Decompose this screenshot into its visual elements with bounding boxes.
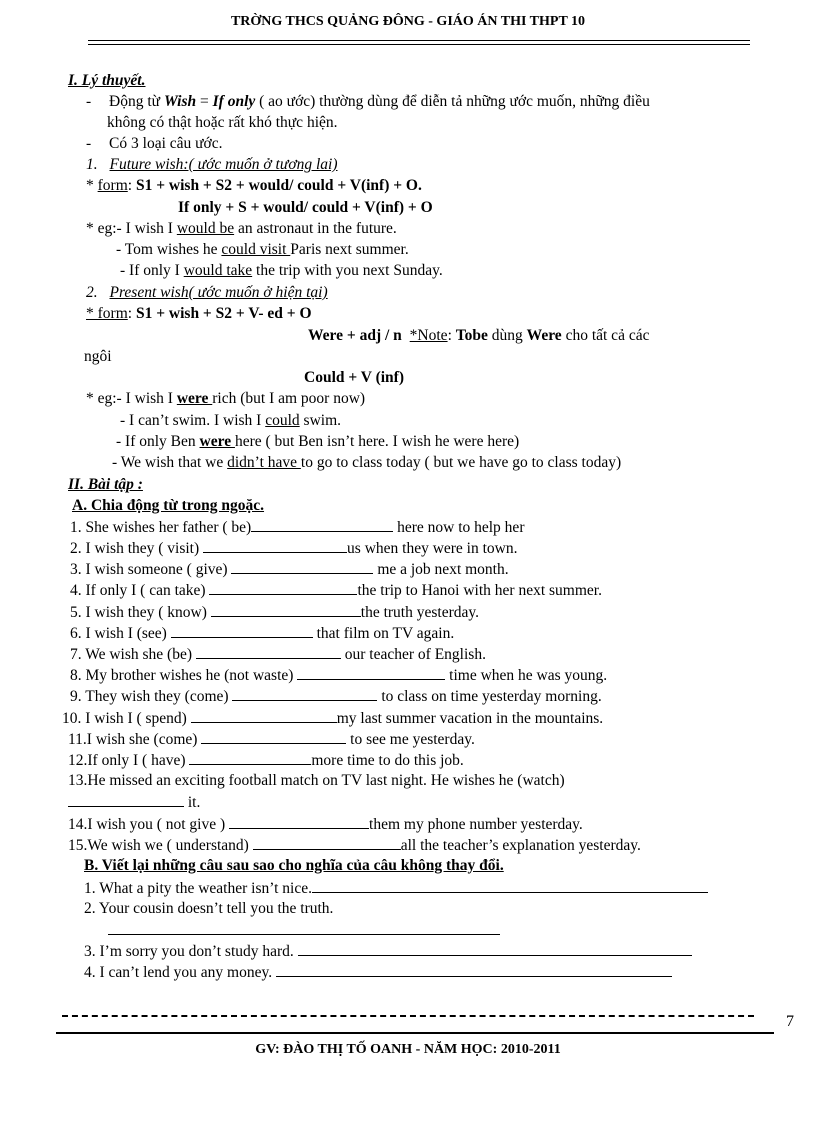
present-form-3: Could + V (inf) [304,369,404,386]
answer-blank[interactable] [191,708,337,723]
rewrite-item-4: 4. I can’t lend you any money. [84,962,672,983]
exercise-item-13-cont: it. [68,792,200,813]
exercise-item-11: 11.I wish she (come) to see me yesterday. [68,731,475,748]
page-header-title: TRỜNG THCS QUẢNG ĐÔNG - GIÁO ÁN THI THPT 10 [230,14,586,29]
answer-line[interactable] [298,941,692,956]
footer-text: GV: ĐÀO THỊ TỐ OANH - NĂM HỌC: 2010-2011 [255,1042,561,1057]
answer-blank[interactable] [253,835,401,850]
exercise-item-4: 4. If only I ( can take) the trip to Hanoi with her next summer. [70,582,602,599]
part-b-heading: B. Viết lại những câu sau sao cho nghĩa của câu không thay đổi. [84,857,504,874]
theory-bullet-1-cont: không có thật hoặc rất khó thực hiện. [107,114,338,131]
bullet-dash: - [86,135,92,152]
answer-line[interactable] [276,962,672,977]
exercise-item-2: 2. I wish they ( visit) us when they were in town. [70,540,518,557]
present-example-2: - I can’t swim. I wish I could swim. [120,412,341,429]
header-rule-top [88,40,750,41]
present-form-1: * form: S1 + wish + S2 + V- ed + O [86,305,312,322]
bullet-dash: - [86,93,92,110]
answer-blank[interactable] [232,686,377,701]
answer-blank[interactable] [203,538,347,553]
answer-blank[interactable] [229,814,369,829]
present-example-3: - If only Ben were here ( but Ben isn’t here. I wish he were here) [116,433,520,450]
exercises-heading: II. Bài tập : [68,476,143,493]
footer-dashed-rule [62,1015,754,1017]
footer-rule [56,1032,774,1034]
rewrite-item-3: 3. I’m sorry you don’t study hard. [84,941,692,962]
present-wish-title: 2. Present wish( ước muốn ở hiện tại) [86,284,328,301]
answer-blank[interactable] [201,729,346,744]
present-form-2: Were + adj / n *Note: Tobe dùng Were cho tất cả các [308,327,650,344]
future-example-2: - Tom wishes he could visit Paris next summer. [116,241,409,258]
present-example-1: * eg:- I wish I were rich (but I am poor now) [86,390,366,407]
answer-line[interactable] [108,920,500,935]
answer-blank[interactable] [231,559,373,574]
present-note-cont: ngôi [84,348,112,365]
theory-bullet-1: - Động từ Wish = If only ( ao ước) thường dùng để diễn tả những ước muốn, những điều [86,93,650,110]
exercise-item-15: 15.We wish we ( understand) all the teacher’s explanation yesterday. [68,837,641,854]
exercise-item-12: 12.If only I ( have) more time to do this job. [68,752,464,769]
rewrite-item-2-answer [108,920,500,941]
header-rule-bottom [88,44,750,45]
page-number: 7 [786,1013,794,1030]
exercise-item-13: 13.He missed an exciting football match on TV last night. He wishes he (watch) [68,772,565,789]
exercise-item-5: 5. I wish they ( know) the truth yesterday. [70,604,479,621]
exercise-item-7: 7. We wish she (be) our teacher of English. [70,646,486,663]
rewrite-item-1: 1. What a pity the weather isn’t nice. [84,878,708,899]
answer-blank[interactable] [209,580,357,595]
part-a-heading: A. Chia động từ trong ngoặc. [72,497,265,514]
future-example-1: * eg:- I wish I would be an astronaut in the future. [86,220,397,237]
exercise-item-1: 1. She wishes her father ( be) here now to help her [70,519,525,536]
future-form-1: * form: S1 + wish + S2 + would/ could + V(inf) + O. [86,177,422,194]
future-example-3: - If only I would take the trip with you next Sunday. [120,262,443,279]
answer-line[interactable] [312,878,708,893]
exercise-item-9: 9. They wish they (come) to class on time yesterday morning. [70,688,602,705]
answer-blank[interactable] [196,644,341,659]
answer-blank[interactable] [68,792,184,807]
answer-blank[interactable] [297,665,445,680]
answer-blank[interactable] [251,517,393,532]
theory-heading: I. Lý thuyết. [68,72,146,89]
exercise-item-10: 10. I wish I ( spend) my last summer vacation in the mountains. [62,710,604,727]
answer-blank[interactable] [189,750,311,765]
exercise-item-14: 14.I wish you ( not give ) them my phone number yesterday. [68,816,583,833]
future-wish-title: 1. Future wish:( ước muốn ở tương lai) [86,156,338,173]
exercise-item-6: 6. I wish I (see) that film on TV again. [70,625,455,642]
present-example-4: - We wish that we didn’t have to go to class today ( but we have go to class today) [112,454,622,471]
future-form-2: If only + S + would/ could + V(inf) + O [178,199,433,216]
answer-blank[interactable] [171,623,313,638]
exercise-item-3: 3. I wish someone ( give) me a job next month. [70,561,509,578]
answer-blank[interactable] [211,602,361,617]
exercise-item-8: 8. My brother wishes he (not waste) time when he was young. [70,667,608,684]
theory-bullet-2: - Có 3 loại câu ước. [86,135,223,152]
rewrite-item-2: 2. Your cousin doesn’t tell you the truth. [84,900,334,917]
